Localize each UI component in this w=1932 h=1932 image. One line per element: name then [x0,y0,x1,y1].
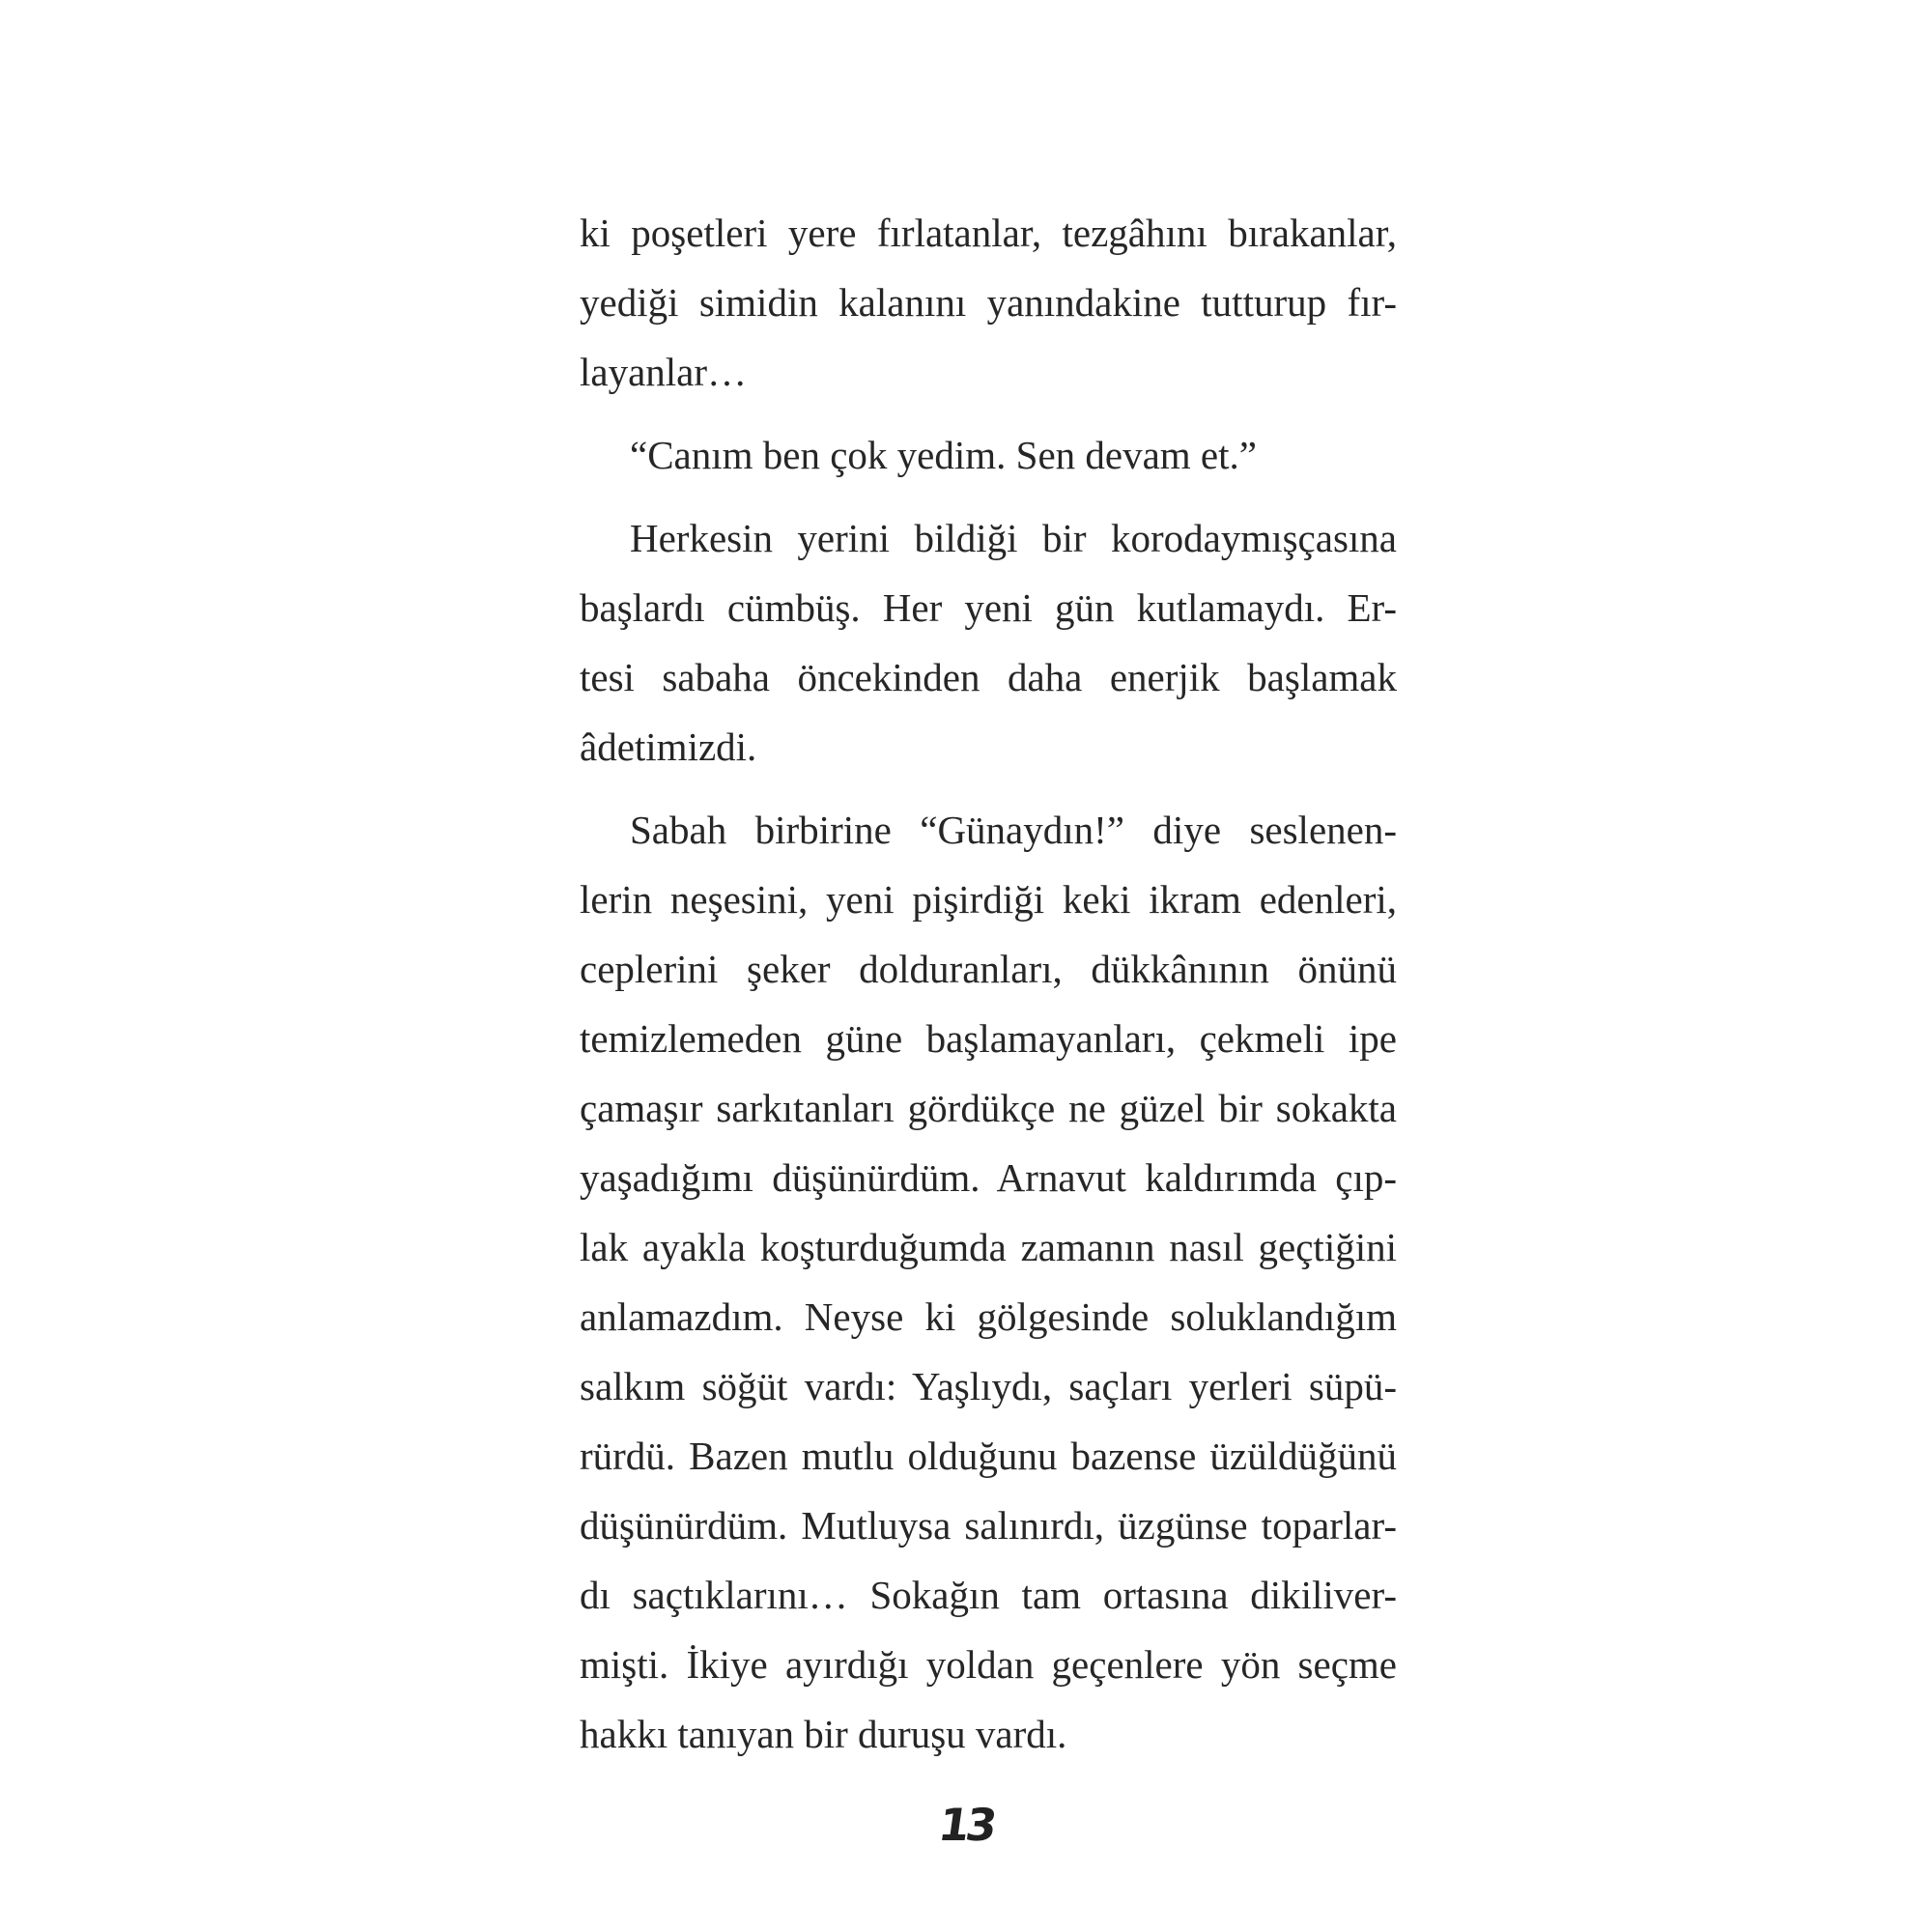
text-line: layanlar… [580,350,748,394]
text-line: başlardı cümbüş. Her yeni gün kutlamaydı. Er- [580,585,1397,630]
text-line: Sabah birbirine “Günaydın!” diye seslenen- [630,808,1397,852]
paragraph [580,198,1397,407]
text-line: dı saçtıklarını… Sokağın tam ortasına dikiliver- [580,1573,1397,1617]
paragraph [580,503,1397,781]
page-number: 13 [935,1799,997,1851]
paragraph [580,795,1397,1769]
text-line: âdetimizdi. [580,724,757,769]
text-line: ki poşetleri yere fırlatanlar, tezgâhını bırakanlar, [580,211,1397,255]
text-line: temizlemeden güne başlamayanları, çekmeli ipe [580,1016,1397,1061]
text-line: lak ayakla koşturduğumda zamanın nasıl geçtiğini [580,1225,1397,1269]
text-line: düşünürdüm. Mutluysa salınırdı, üzgünse toparlar- [580,1503,1397,1548]
text-line: rürdü. Bazen mutlu olduğunu bazense üzüldüğünü [580,1434,1397,1478]
text-line: salkım söğüt vardı: Yaşlıydı, saçları yerleri süpü- [580,1364,1397,1408]
text-line: hakkı tanıyan bir duruşu vardı. [580,1712,1067,1756]
paragraph [580,420,1397,490]
text-line: mişti. İkiye ayırdığı yoldan geçenlere yön seçme [580,1642,1397,1687]
text-line: yediği simidin kalanını yanındakine tutturup fır- [580,280,1397,325]
text-line: Herkesin yerini bildiği bir korodaymışçasına [630,516,1397,560]
text-line: “Canım ben çok yedim. Sen devam et.” [630,433,1257,477]
text-line: anlamazdım. Neyse ki gölgesinde soluklandığım [580,1294,1397,1339]
text-line: çamaşır sarkıtanları gördükçe ne güzel bir sokakta [580,1086,1397,1130]
text-line: ceplerini şeker dolduranları, dükkânının önünü [580,947,1397,991]
text-line: yaşadığımı düşünürdüm. Arnavut kaldırımda çıp- [580,1155,1397,1200]
body-text [580,198,1397,1769]
text-line: tesi sabaha öncekinden daha enerjik başlamak [580,655,1397,699]
text-line: lerin neşesini, yeni pişirdiği keki ikram edenleri, [580,877,1397,922]
